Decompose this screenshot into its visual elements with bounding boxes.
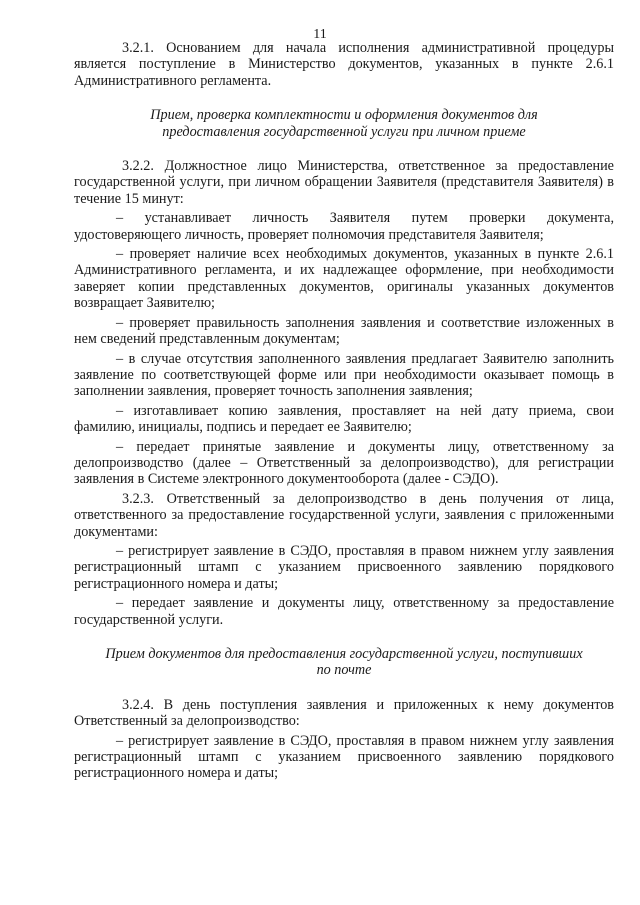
paragraph-3-2-2: 3.2.2. Должностное лицо Министерства, ответственное за предоставление государственной услуги, при личном обращении Заявителя (представителя Заявителя) в течение 15 минут: — [74, 158, 614, 207]
list-item: – изготавливает копию заявления, проставляет на ней дату приема, свои фамилию, инициалы, подпись и передает ее Заявителю; — [74, 402, 614, 436]
list-item: – проверяет наличие всех необходимых документов, указанных в пункте 2.6.1 Административного регламента, и их надлежащее оформление, при необходимости заверяет копии представленных документов, оригиналы указанных документов возвращает Заявителю; — [74, 246, 614, 312]
list-item: – регистрирует заявление в СЭДО, проставляя в правом нижнем углу заявления регистрационный штамп с указанием присвоенного заявлению порядкового регистрационного номера и даты; — [74, 732, 614, 782]
list-item: – передает заявление и документы лицу, ответственному за предоставление государственной услуги. — [74, 595, 614, 628]
page-number: 11 — [313, 27, 327, 42]
list-item: – проверяет правильность заполнения заявления и соответствие изложенных в нем сведений представленным документам; — [74, 314, 614, 348]
paragraph-3-2-3: 3.2.3. Ответственный за делопроизводство в день получения от лица, ответственного за предоставление государственной услуги, заявления с приложенными документами: — [74, 490, 614, 540]
paragraph-3-2-4: 3.2.4. В день поступления заявления и приложенных к нему документов Ответственный за делопроизводство: — [74, 696, 614, 730]
list-item: – в случае отсутствия заполненного заявления предлагает Заявителю заполнить заявление по соответствующей форме или при необходимости оказывает помощь в заполнении заявления, проверяет точность заполнения заявления; — [74, 350, 614, 400]
section-heading-personal-reception: Прием, проверка комплектности и оформления документов для предоставления государственной услуги при личном приеме — [150, 107, 538, 140]
list-item: – устанавливает личность Заявителя путем проверки документа, удостоверяющего личность, проверяет полномочия представителя Заявителя; — [74, 210, 614, 243]
paragraph-3-2-1: 3.2.1. Основанием для начала исполнения административной процедуры является поступление в Министерство документов, указанных в пункте 2.6.1 Административного регламента. — [74, 40, 614, 89]
document-body — [74, 40, 614, 782]
list-item: – регистрирует заявление в СЭДО, проставляя в правом нижнем углу заявления регистрационный штамп с указанием присвоенного заявлению порядкового регистрационного номера и даты; — [74, 542, 614, 592]
section-heading-postal-documents: Прием документов для предоставления государственной услуги, поступивших по почте — [105, 646, 583, 679]
list-item: – передает принятые заявление и документы лицу, ответственному за делопроизводство (далее – Ответственный за делопроизводство), для регистрации заявления в Системе электронного документооборота (далее - СЭДО). — [74, 438, 614, 488]
